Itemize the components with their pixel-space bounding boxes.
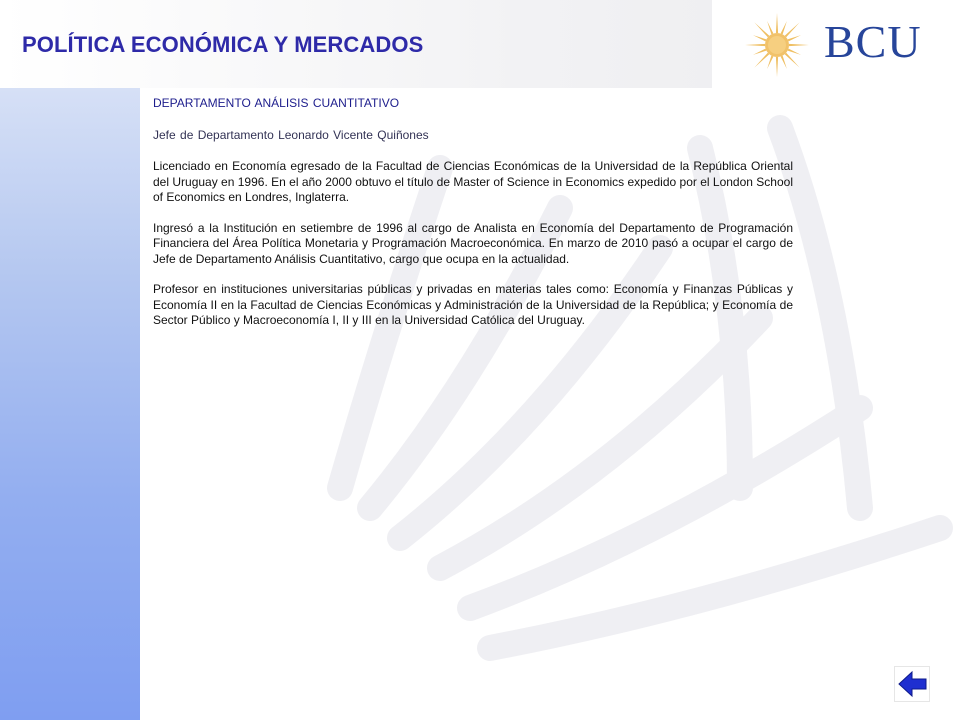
sun-ray: [789, 44, 809, 46]
sun-ray: [788, 35, 801, 41]
sun-ray: [781, 21, 787, 34]
sun-ray: [785, 22, 800, 37]
department-head-line: Jefe de Departamento Leonardo Vicente Quiñones: [153, 127, 429, 142]
sun-ray: [767, 56, 773, 69]
arrow-left-icon: [895, 667, 929, 701]
logo-text: BCU: [824, 16, 922, 67]
biography-paragraph: Profesor en instituciones universitarias públicas y privadas en materias tales como: Economía y Finanzas Públicas y Economía II en la Facultad de Ciencias Económicas y Administración de la Universidad de la República; y Economía de Sector Público y Macroeconomía I, II y III en la Universidad Católica del Uruguay.: [153, 282, 793, 327]
biography-content: [153, 96, 793, 344]
sun-ray: [785, 53, 800, 68]
sun-ray: [776, 57, 778, 77]
sun-ray: [753, 49, 766, 55]
sun-ray: [781, 56, 787, 69]
department-heading: DEPARTAMENTO ANÁLISIS CUANTITATIVO: [153, 96, 400, 110]
sun-ray: [788, 49, 801, 55]
sun-ray: [776, 13, 778, 33]
back-button[interactable]: [894, 666, 930, 702]
sidebar-decoration: [0, 88, 140, 720]
biography-paragraph: Licenciado en Economía egresado de la Facultad de Ciencias Económicas de la Universidad de la República Oriental del Uruguay en 1996. En el año 2000 obtuvo el título de Master of Science in Economics expedido por el London School of Economics en Londres, Inglaterra.: [153, 159, 793, 204]
header-band: [0, 0, 960, 88]
sun-ray: [754, 22, 769, 37]
sun-ray: [753, 35, 766, 41]
sun-icon: [742, 12, 812, 78]
sun-ray: [767, 21, 773, 34]
sun-ray: [745, 44, 765, 46]
biography-paragraph: Ingresó a la Institución en setiembre de 1996 al cargo de Analista en Economía del Departamento de Programación Financiera del Área Política Monetaria y Programación Macroeconómica. En marzo de 2010 pasó a ocupar el cargo de Jefe de Departamento Análisis Cuantitativo, cargo que ocupa en la actualidad.: [153, 220, 793, 266]
sun-ray: [754, 53, 769, 68]
bcu-logo: [712, 0, 960, 88]
page-title: POLÍTICA ECONÓMICA Y MERCADOS: [22, 32, 424, 57]
